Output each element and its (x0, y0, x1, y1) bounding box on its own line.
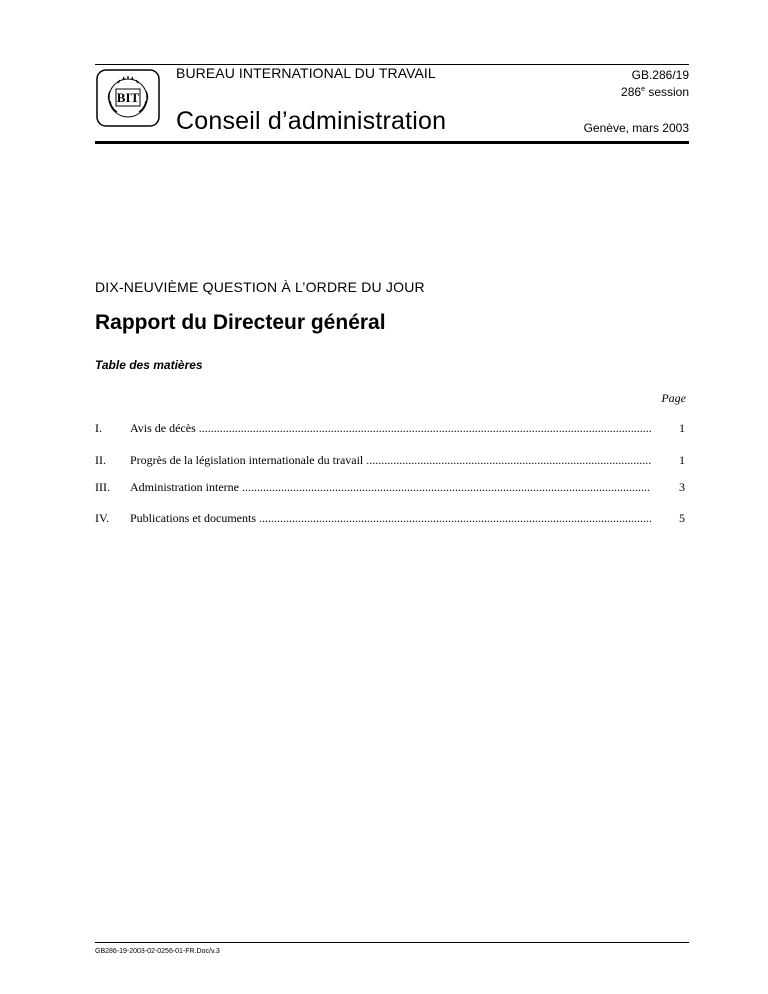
toc-entry-page: 1 (679, 453, 685, 467)
toc-entry-number: IV. (95, 511, 110, 525)
toc-entry-title: Progrès de la législation internationale du travail ..... (130, 453, 651, 468)
toc-entry[interactable] (95, 480, 685, 496)
toc-heading: Table des matières (95, 358, 203, 372)
session-superscript: e (641, 86, 645, 93)
document-reference: GB.286/19 (631, 68, 689, 82)
agenda-item: DIX-NEUVIÈME QUESTION À L’ORDRE DU JOUR (95, 279, 425, 295)
council-name: Conseil d’administration (176, 107, 447, 135)
footer-rule (95, 942, 689, 943)
toc-entry-number: II. (95, 453, 106, 467)
page-title: Rapport du Directeur général (95, 311, 386, 334)
toc-entry-title: Avis de décès ..... (130, 421, 651, 436)
toc-page-label: Page (661, 391, 686, 405)
place-date: Genève, mars 2003 (583, 121, 689, 135)
toc-entry-page: 1 (679, 421, 685, 435)
toc-entry[interactable] (95, 511, 685, 527)
toc-entry-page: 5 (679, 511, 685, 525)
ilo-logo-icon (96, 69, 160, 127)
toc-entry-number: III. (95, 480, 110, 494)
session-label (621, 85, 689, 99)
organization-name: BUREAU INTERNATIONAL DU TRAVAIL (176, 65, 436, 81)
toc-entry-title: Publications et documents ..... (130, 511, 651, 526)
footer-filename: GB286-19-2003-02-0256-01-FR.Doc/v.3 (95, 948, 220, 955)
toc-entry-page: 3 (679, 480, 685, 494)
header-bottom-rule (95, 141, 689, 144)
toc-entry[interactable] (95, 453, 685, 469)
toc-entry[interactable] (95, 421, 685, 437)
toc-entry-title: Administration interne ..... (130, 480, 651, 495)
session-number: 286 (621, 85, 642, 99)
session-word: session (648, 85, 689, 99)
toc-entry-number: I. (95, 421, 102, 435)
logo-text: BIT (116, 90, 140, 105)
